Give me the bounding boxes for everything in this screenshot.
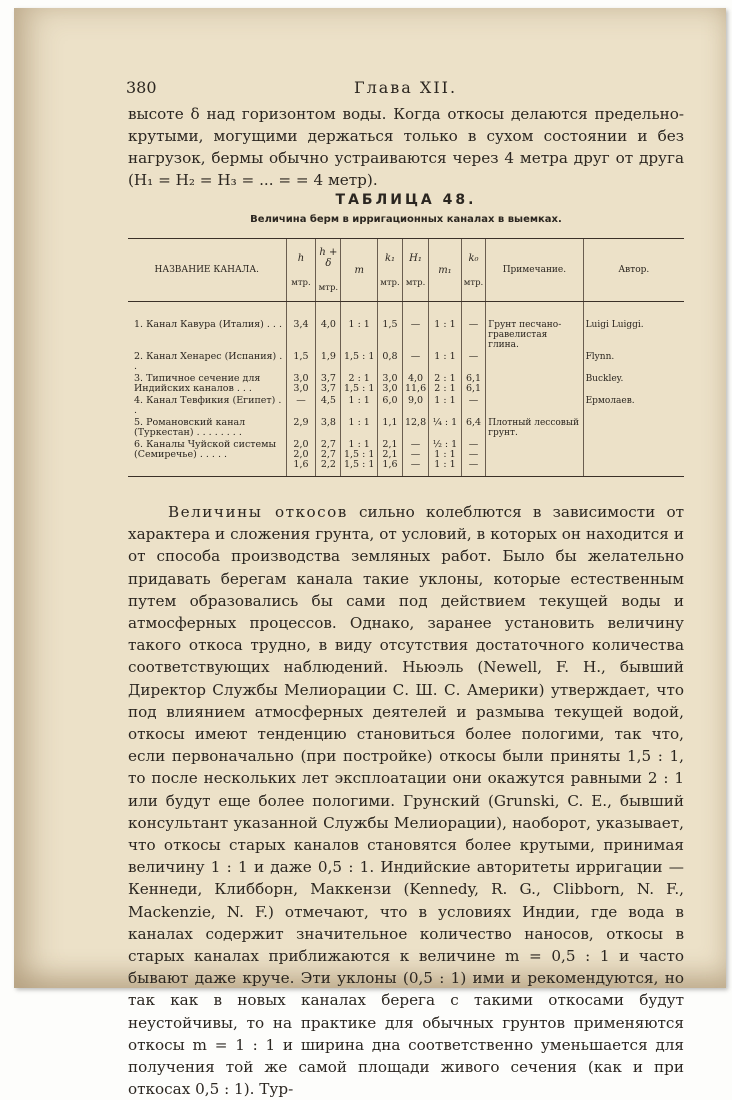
table-cell-h: 1,5 [286,351,316,373]
column-header [286,239,316,302]
table-header-row [128,239,684,302]
table-cell-m1: ½ : 1 1 : 1 1 : 1 [429,439,462,477]
page-number: 380 [126,78,157,97]
table-cell-k0: 6,1 6,1 [461,373,485,395]
column-symbol: H₁ [409,252,422,264]
table-cell-hd: 2,7 2,7 2,2 [316,439,341,477]
table-cell-author [583,439,684,477]
table-cell-h: 2,9 [286,417,316,439]
table-row [128,439,684,477]
table-cell-m1: 2 : 1 2 : 1 [429,373,462,395]
table-cell-k1: 3,0 3,0 [377,373,402,395]
body-paragraph [128,501,684,1100]
table-cell-m: 1 : 1 1,5 : 1 1,5 : 1 [341,439,378,477]
table-cell-k1: 1,5 [377,302,402,352]
chapter-running-head: Глава XII. [354,78,458,97]
table-cell-name: 1. Канал Кавура (Италия) . . . [134,319,282,330]
table-cell-m: 2 : 1 1,5 : 1 [341,373,378,395]
table-cell-m: 1 : 1 [341,417,378,439]
column-label: НАЗВАНИЕ КАНАЛА. [154,265,259,275]
table-cell-name: 6. Каналы Чуйской системы (Семиречье) . . . . . [128,439,286,477]
table-cell-H1: — [402,302,428,352]
table-cell-m1: 1 : 1 [429,302,462,352]
column-label: Примечание. [502,265,567,275]
table-cell-note [486,439,583,477]
intro-text: высоте δ над горизонтом воды. Когда откосы делаются предельно-крутыми, могущими держаться только в сухом состоянии и без нагрузок, бермы обычно устраиваются через 4 метра друг от друга (H₁ = H₂ = H₃ = ... = = 4 метр). [128,105,684,189]
table-cell-m: 1 : 1 [341,395,378,417]
table-cell-author: Flynn. [583,351,684,373]
table-cell-hd: 3,8 [316,417,341,439]
column-unit: мтр. [291,277,311,288]
table-cell-k1: 0,8 [377,351,402,373]
column-symbol: k₀ [468,252,479,264]
table-caption: Величина берм в ирригационных каналах в выемках. [250,214,562,225]
table-cell-name: 2. Канал Хенарес (Испания) . . [134,351,283,372]
column-symbol: m₁ [438,264,452,276]
book-page [14,8,726,1099]
table-cell-note [486,373,583,395]
column-symbol: h [297,252,305,264]
lead-words: Величины откосов [168,503,348,521]
table-cell-author [583,417,684,439]
berm-table [128,238,684,477]
table-cell-H1: 9,0 [402,395,428,417]
table-cell-author: Buckley. [583,373,684,395]
column-header [583,239,684,302]
intro-paragraph [128,103,684,191]
table-cell-H1: — [402,351,428,373]
table-cell-note: Грунт песчано-гравелистая глина. [486,302,583,352]
table-title: ТАБЛИЦА 48. [335,192,477,208]
table-cell-note: Плотный лессовый грунт. [486,417,583,439]
table-cell-m: 1 : 1 [341,302,378,352]
column-header [377,239,402,302]
table-cell-note [486,395,583,417]
column-header [402,239,428,302]
table-cell-h: 3,0 3,0 [286,373,316,395]
table-cell-k1: 2,1 2,1 1,6 [377,439,402,477]
column-header [128,239,286,302]
table-cell-name: 4. Канал Тевфикия (Египет) . . [134,395,282,416]
column-symbol: h + δ [319,247,338,269]
table-cell-k0: — [461,351,485,373]
table-cell-m1: 1 : 1 [429,351,462,373]
column-unit: мтр. [405,277,426,288]
table-cell-H1: 4,0 11,6 [402,373,428,395]
table-cell-note [486,351,583,373]
table-cell-hd: 4,5 [316,395,341,417]
table-cell-name: 5. Романовский канал (Туркестан) . . . . . . . . [134,417,246,438]
table-cell-author: Luigi Luiggi. [583,302,684,352]
table-cell-k0: — [461,395,485,417]
column-header [429,239,462,302]
table-cell-H1: — — — [402,439,428,477]
table-cell-m1: ¼ : 1 [429,417,462,439]
column-header [461,239,485,302]
column-symbol: m [354,264,364,276]
table-cell-m1: 1 : 1 [429,395,462,417]
column-header [341,239,378,302]
table-cell-hd: 4,0 [316,302,341,352]
table-cell-h: 3,4 [286,302,316,352]
body-text: сильно колеблются в зависимости от характера и сложения грунта, от условий, в которых он находится и от способа производства земляных работ. Было бы желательно придавать берегам канала такие уклоны, которые естественным путем образовались бы сами под действием текущей воды и атмосферных процессов. Однако, заранее установить величину такого откоса трудно, в виду отсутствия достаточного количества соответствующих наблюдений. Ньюэль (Newell, F. H., бывший Директор Службы Мелиорации С. Ш. С. Америки) утверждает, что под влиянием атмосферных деятелей и размыва текущей водой, откосы имеют тенденцию становиться более пологими, так что, если первоначально (при постройке) откосы были приняты 1,5 : 1, то после нескольких лет эксплоатации они окажутся равными 2 : 1 или будут еще более пологими. Грунский (Grunski, C. E., бывший консультант указанной Службы Мелиорации), наоборот, указывает, что откосы старых каналов становятся более крутыми, принимая величину 1 : 1 и даже 0,5 : 1. Индийские авторитеты ирригации — Кеннеди, Клибборн, Маккензи (Kennedy, R. G., Clibborn, N. F., Mackenzie, N. F.) отмечают, что в условиях Индии, где вода в каналах содержит значительное количество наносов, откосы в старых каналах приближаются к величине m = 0,5 : 1 и часто бывают даже круче. Эти уклоны (0,5 : 1) ими и рекомендуются, но так как в новых каналах берега с такими откосами будут неустойчивы, то на практике для обычных грунтов применяются откосы m = 1 : 1 и ширина дна соответственно уменьшается для получения той же самой площади живого сечения (как и при откосах 0,5 : 1). Тур- [128,503,684,1099]
table-row [128,417,684,439]
table-cell-k1: 6,0 [377,395,402,417]
table-cell-author: Ермолаев. [583,395,684,417]
table-cell-H1: 12,8 [402,417,428,439]
table-cell-m: 1,5 : 1 [341,351,378,373]
column-unit: мтр. [380,277,400,288]
column-unit: мтр. [463,277,484,288]
table-cell-k0: — [461,302,485,352]
column-unit: мтр. [318,283,339,293]
table-cell-k0: — — — [461,439,485,477]
table-row [128,302,684,352]
table-row [128,351,684,373]
table-cell-hd: 3,7 3,7 [316,373,341,395]
table-row [128,373,684,395]
column-header [316,239,341,302]
column-header [486,239,583,302]
table-cell-h: 2,0 2,0 1,6 [286,439,316,477]
table-cell-k0: 6,4 [461,417,485,439]
table-cell-k1: 1,1 [377,417,402,439]
table-cell-h: — [286,395,316,417]
column-symbol: k₁ [384,252,396,264]
table-cell-name: 3. Типичное сечение для Индийских каналов . . . [134,373,261,394]
table-row [128,395,684,417]
column-label: Автор. [618,265,650,275]
table-cell-hd: 1,9 [316,351,341,373]
